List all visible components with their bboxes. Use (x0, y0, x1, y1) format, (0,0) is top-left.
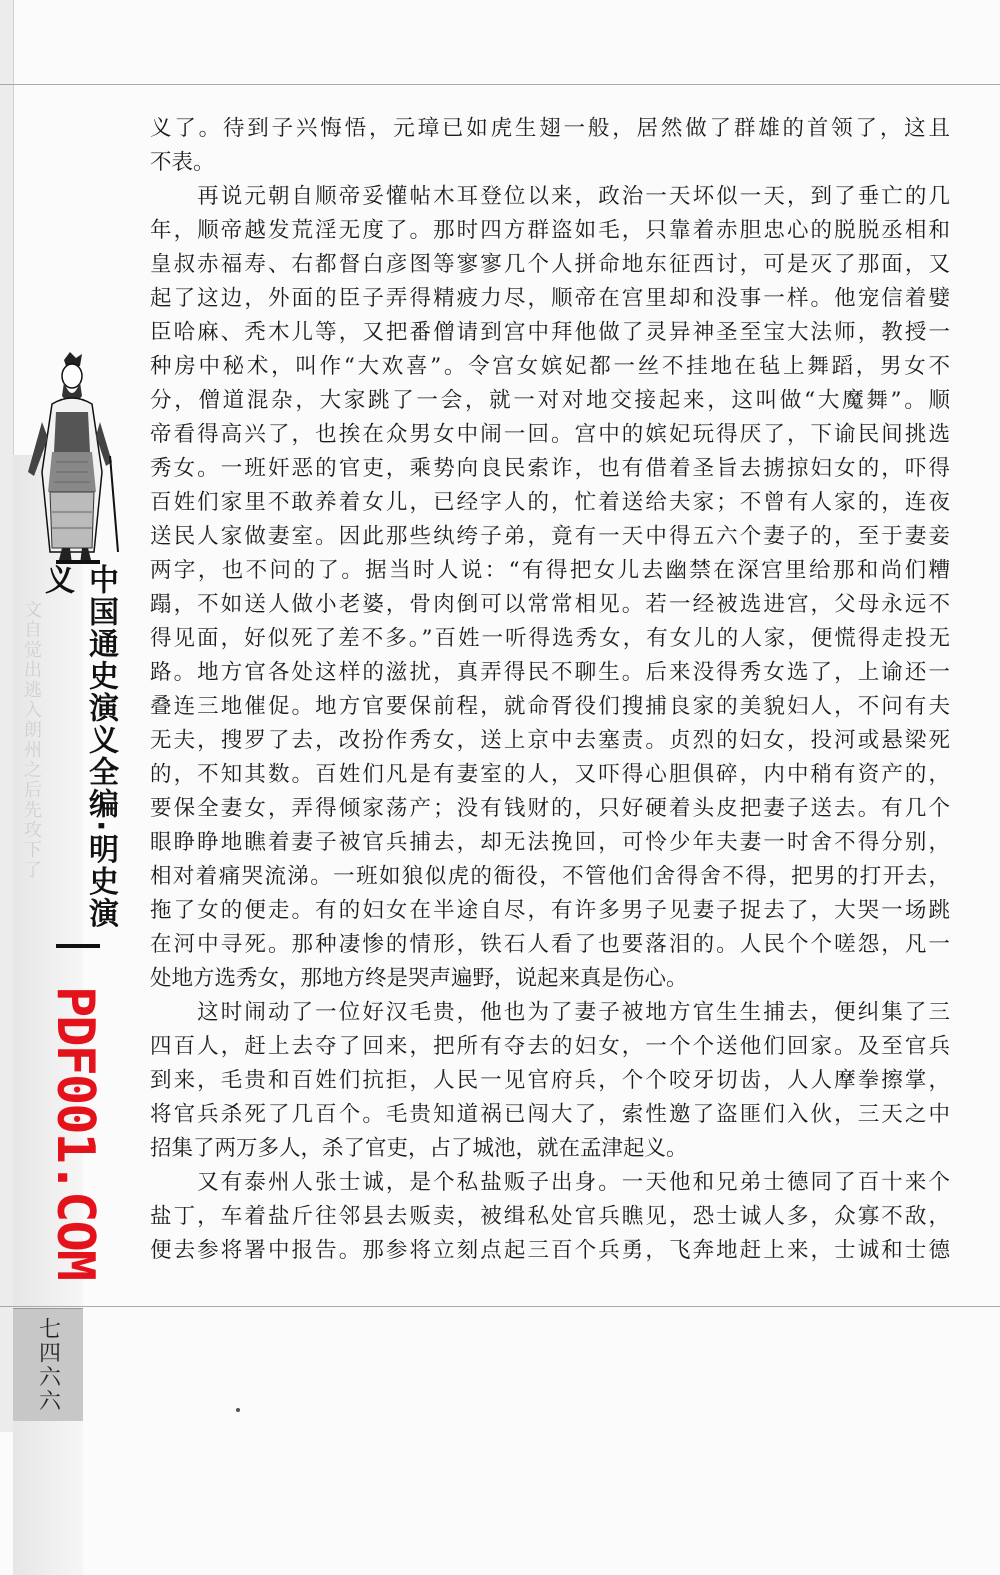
text-line: 帝看得高兴了，也挨在众男女中闹一回。宫中的嫔妃玩得厌了，下谕民间挑选 (150, 422, 950, 447)
faint-background-text: 文自觉出逃入朗州之后先攻下了 (21, 600, 42, 880)
text-line: 又有泰州人张士诚，是个私盐贩子出身。一天他和兄弟士德同了百十来个 (150, 1170, 950, 1195)
warrior-figure-illustration (22, 352, 122, 567)
text-line: 到来，毛贵和百姓们抗拒，人民一见官府兵，个个咬牙切齿，人人摩拳擦掌， (150, 1068, 950, 1093)
text-line: 盐丁，车着盐斤往邻县去贩卖，被缉私处官兵瞧见，恐士诚人多，众寡不敌， (150, 1204, 950, 1229)
text-line: 无夫，搜罗了去，改扮作秀女，送上京中去塞责。贞烈的妇女，投河或悬梁死 (150, 728, 950, 753)
text-line: 蹋，不如送人做小老婆，骨肉倒可以常常相见。若一经被选进宫，父母永远不 (150, 592, 950, 617)
text-line: 将官兵杀死了几百个。毛贵知道祸已闯大了，索性邀了盗匪们入伙，三天之中 (150, 1102, 950, 1127)
text-line: 得见面，好似死了差不多。”百姓一听得选秀女，有女儿的人家，便慌得走投无 (150, 626, 950, 651)
text-line: 百姓们家里不敢养着女儿，已经字人的，忙着送给夫家；不曾有人家的，连夜 (150, 490, 950, 515)
text-line: 便去参将署中报告。那参将立刻点起三百个兵勇，飞奔地赶上来，士诚和士德 (150, 1238, 950, 1263)
text-line: 在河中寻死。那种凄惨的情形，铁石人看了也要落泪的。人民个个嗟怨，凡一 (150, 932, 950, 957)
text-line: 年，顺帝越发荒淫无度了。那时四方群盗如毛，只靠着赤胆忠心的脱脱丞相和 (150, 218, 950, 243)
text-line: 秀女。一班奸恶的官吏，乘势向良民索诈，也有借着圣旨去掳掠妇女的，吓得 (150, 456, 950, 481)
text-line: 招集了两万多人，杀了官吏，占了城池，就在孟津起义。 (150, 1136, 688, 1161)
text-line: 不表。 (150, 150, 215, 175)
text-line: 送民人家做妻室。因此那些纨绔子弟，竟有一天中得五六个妻子的，至于妻妾 (150, 524, 950, 549)
text-line: 臣哈麻、秃木儿等，又把番僧请到宫中拜他做了灵异神圣至宝大法师，教授一 (150, 320, 950, 345)
text-line: 义了。待到子兴悔悟，元璋已如虎生翅一般，居然做了群雄的首领了，这且 (150, 116, 950, 141)
footer-rule (0, 1306, 1000, 1307)
text-line: 相对着痛哭流涕。一班如狼似虎的衙役，不管他们舍得舍不得，把男的打开去， (150, 864, 950, 889)
text-line: 皇叔赤福寿、右都督白彦图等寥寥几个人拼命地东征西讨，可是灭了那面，又 (150, 252, 950, 277)
text-line: 分，僧道混杂，大家跳了一会，就一对对地交接起来，这叫做“大魔舞”。顺 (150, 388, 950, 413)
text-line: 路。地方官各处这样的滋扰，真弄得民不聊生。后来没得秀女选了，上谕还一 (150, 660, 950, 685)
text-line: 两字，也不问的了。据当时人说：“有得把女儿去幽禁在深宫里给那和尚们糟 (150, 558, 950, 583)
text-line: 种房中秘术，叫作“大欢喜”。令宫女嫔妃都一丝不挂地在毡上舞蹈，男女不 (150, 354, 950, 379)
header-rule (0, 84, 1000, 85)
page-number-box (13, 1308, 83, 1421)
text-line: 叠连三地催促。地方官要保前程，就命胥役们搜捕良家的美貌妇人，不问有夫 (150, 694, 950, 719)
text-line: 处地方选秀女，那地方终是哭声遍野，说起来真是伤心。 (150, 966, 688, 991)
text-line: 的，不知其数。百姓们凡是有妻室的人，又吓得心胆俱碎，内中稍有资产的， (150, 762, 950, 787)
text-line: 四百人，赶上去夺了回来，把所有夺去的妇女，一个个送他们回家。及至官兵 (150, 1034, 950, 1059)
text-line: 再说元朝自顺帝妥懽帖木耳登位以来，政治一天坏似一天，到了垂亡的几 (150, 184, 950, 209)
series-title-text: 中国通史演义全编·明史演义 (39, 564, 118, 930)
text-line: 眼睁睁地瞧着妻子被官兵捕去，却无法挽回，可怜少年夫妻一时舍不得分别， (150, 830, 950, 855)
series-title (39, 560, 118, 948)
page-number: 七四六六 (35, 1317, 61, 1413)
body-text (150, 112, 950, 1282)
text-line: 拖了女的便走。有的妇女在半途自尽，有许多男子见妻子捉去了，大哭一场跳 (150, 898, 950, 923)
pdf-watermark: PDF001.COM (45, 985, 105, 1280)
page-edge-strip (0, 0, 14, 1432)
text-line: 要保全妻女，弄得倾家荡产；没有钱财的，只好硬着头皮把妻子送去。有几个 (150, 796, 950, 821)
text-line: 这时闹动了一位好汉毛贵，他也为了妻子被地方官生生捕去，便纠集了三 (150, 1000, 950, 1025)
text-line: 起了这边，外面的臣子弄得精疲力尽，顺帝在宫里却和没事一样。他宠信着嬖 (150, 286, 950, 311)
speck (236, 1408, 240, 1412)
